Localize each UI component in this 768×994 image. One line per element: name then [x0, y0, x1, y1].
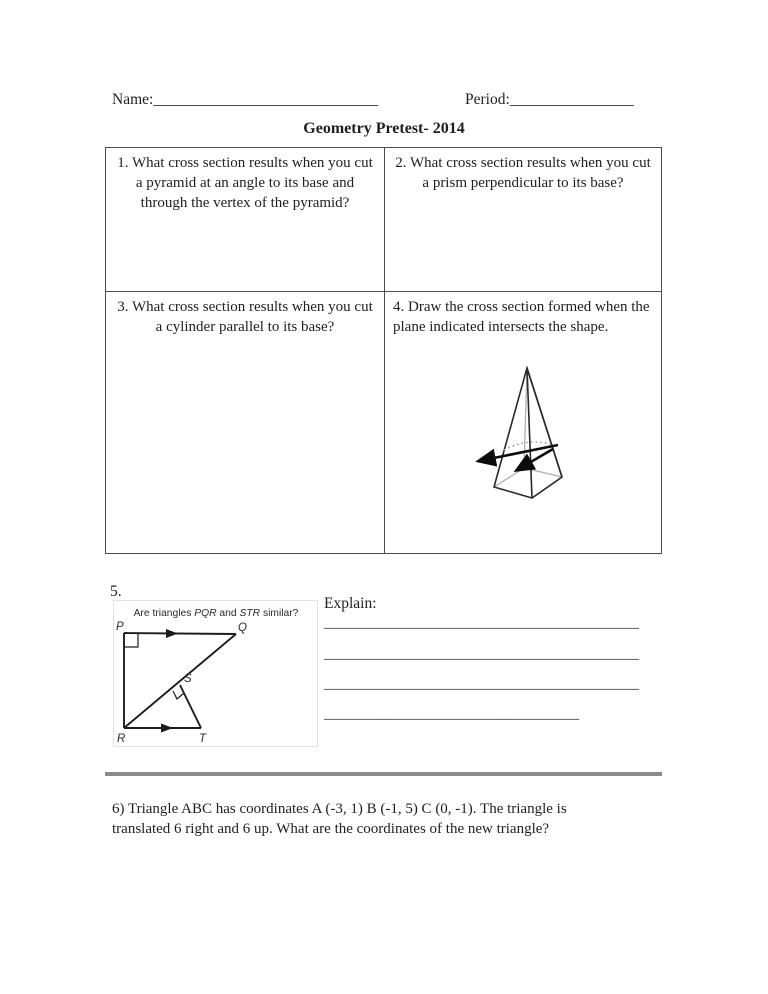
name-blank: _____________________________	[153, 91, 379, 108]
explain-blank-line-3: __________________________________________	[324, 676, 639, 692]
question-6-text	[112, 799, 712, 839]
vertex-label-t: T	[199, 733, 207, 745]
pyramid-cross-section-figure	[455, 360, 635, 505]
table-cell-q2	[385, 148, 661, 292]
vertex-label-r: R	[117, 733, 126, 745]
question-1-text: 1. What cross section results when you cut a pyramid at an angle to its base and through the vertex of the pyramid?	[117, 155, 373, 211]
period-label: Period:	[465, 91, 510, 108]
period-blank: ________________	[509, 91, 634, 108]
pyramid-visible-edges	[494, 368, 562, 498]
table-cell-q1	[106, 148, 385, 292]
parallel-mark-rt-icon	[161, 724, 173, 733]
question-6-line-2: translated 6 right and 6 up. What are the coordinates of the new triangle?	[112, 821, 550, 837]
similar-triangles-figure-box	[113, 600, 318, 747]
explain-blank-line-1: __________________________________________	[324, 615, 639, 631]
right-angle-mark-s	[173, 691, 184, 699]
explain-blank-line-2: __________________________________________	[324, 646, 639, 662]
question-6-line-1: 6) Triangle ABC has coordinates A (-3, 1) B (-1, 5) C (0, -1). The triangle is	[112, 801, 567, 817]
question-4-text: 4. Draw the cross section formed when the plane indicated intersects the shape.	[393, 299, 650, 335]
questions-table	[105, 147, 662, 554]
vertex-label-s: S	[184, 673, 192, 685]
triangle-edges	[124, 633, 236, 728]
page-title: Geometry Pretest- 2014	[303, 120, 465, 137]
name-field	[112, 91, 378, 109]
question-5-number: 5.	[110, 583, 122, 600]
table-cell-q4	[385, 292, 661, 553]
vertex-label-p: P	[116, 621, 124, 633]
explain-label: Explain:	[324, 595, 377, 612]
explain-blank-line-4: __________________________________	[324, 706, 579, 722]
period-field	[465, 91, 634, 109]
similar-triangles-figure	[114, 601, 317, 746]
right-angle-mark-p	[124, 633, 138, 647]
name-label: Name:	[112, 91, 154, 108]
table-cell-q3	[106, 292, 385, 553]
section-divider	[105, 772, 662, 776]
question-3-text: 3. What cross section results when you cut a cylinder parallel to its base?	[117, 299, 373, 335]
parallel-mark-pq-icon	[166, 629, 178, 638]
vertex-label-q: Q	[238, 622, 247, 634]
figure-question-text: Are triangles PQR and STR similar?	[133, 608, 299, 619]
question-2-text: 2. What cross section results when you cut a prism perpendicular to its base?	[395, 155, 651, 191]
